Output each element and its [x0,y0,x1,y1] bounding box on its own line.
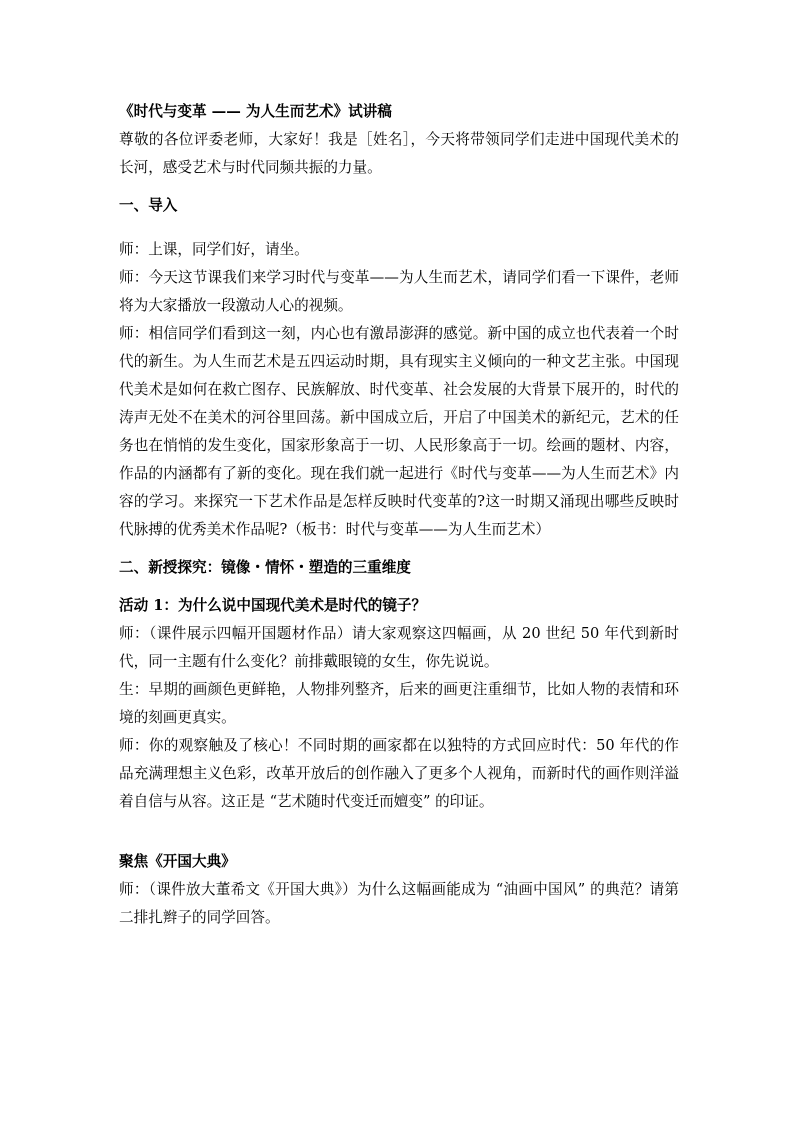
focus-heading: 聚焦《开国大典》 [119,853,236,870]
section-heading-intro: 一、导入 [119,197,178,214]
document-title: 《时代与变革 —— 为人生而艺术》试讲稿 [119,103,392,120]
paragraph: 师：（课件放大董希文《开国大典》）为什么这幅画能成为 “油画中国风” 的典范？请第二排扎辫子的同学回答。 [119,881,679,926]
paragraph: 师：（课件展示四幅开国题材作品）请大家观察这四幅画，从 20 世纪 50 年代到新时代，同一主题有什么变化？前排戴眼镜的女生，你先说说。 [119,625,679,670]
paragraph: 师：相信同学们看到这一刻，内心也有激昂澎湃的感觉。新中国的成立也代表着一个时代的新生。为人生而艺术是五四运动时期，具有现实主义倾向的一种文艺主张。中国现代美术是如何在救亡图存、民族解放、时代变革、社会发展的大背景下展开的，时代的涛声无处不在美术的河谷里回荡。新中国成立后，开启了中国美术的新纪元，艺术的任务也在悄悄的发生变化，国家形象高于一切、人民形象高于一切。绘画的题材、内容，作品的内涵都有了新的变化。现在我们就一起进行《时代与变革——为人生而艺术》内容的学习。来探究一下艺术作品是怎样反映时代变革的?这一时期又涌现出哪些反映时代脉搏的优秀美术作品呢?（板书：时代与变革——为人生而艺术） [119,325,679,538]
activity-heading: 活动 1：为什么说中国现代美术是时代的镜子？ [119,597,427,614]
paragraph: 师：你的观察触及了核心！不同时期的画家都在以独特的方式回应时代：50 年代的作品充满理想主义色彩，改革开放后的创作融入了更多个人视角，而新时代的画作则洋溢着自信与从容。这正是 “艺术随时代变迁而嬗变” 的印证。 [119,737,679,810]
intro-paragraph: 尊敬的各位评委老师，大家好！我是［姓名］，今天将带领同学们走进中国现代美术的长河，感受艺术与时代同频共振的力量。 [119,131,679,176]
paragraph: 生：早期的画颜色更鲜艳，人物排列整齐，后来的画更注重细节，比如人物的表情和环境的刻画更真实。 [119,681,679,726]
section-heading-new-lesson: 二、新授探究：镜像・情怀・塑造的三重维度 [119,559,411,576]
paragraph: 师：上课，同学们好，请坐。 [119,241,309,258]
paragraph: 师：今天这节课我们来学习时代与变革——为人生而艺术，请同学们看一下课件，老师将为大家播放一段激动人心的视频。 [119,269,679,314]
document-page [119,98,679,932]
